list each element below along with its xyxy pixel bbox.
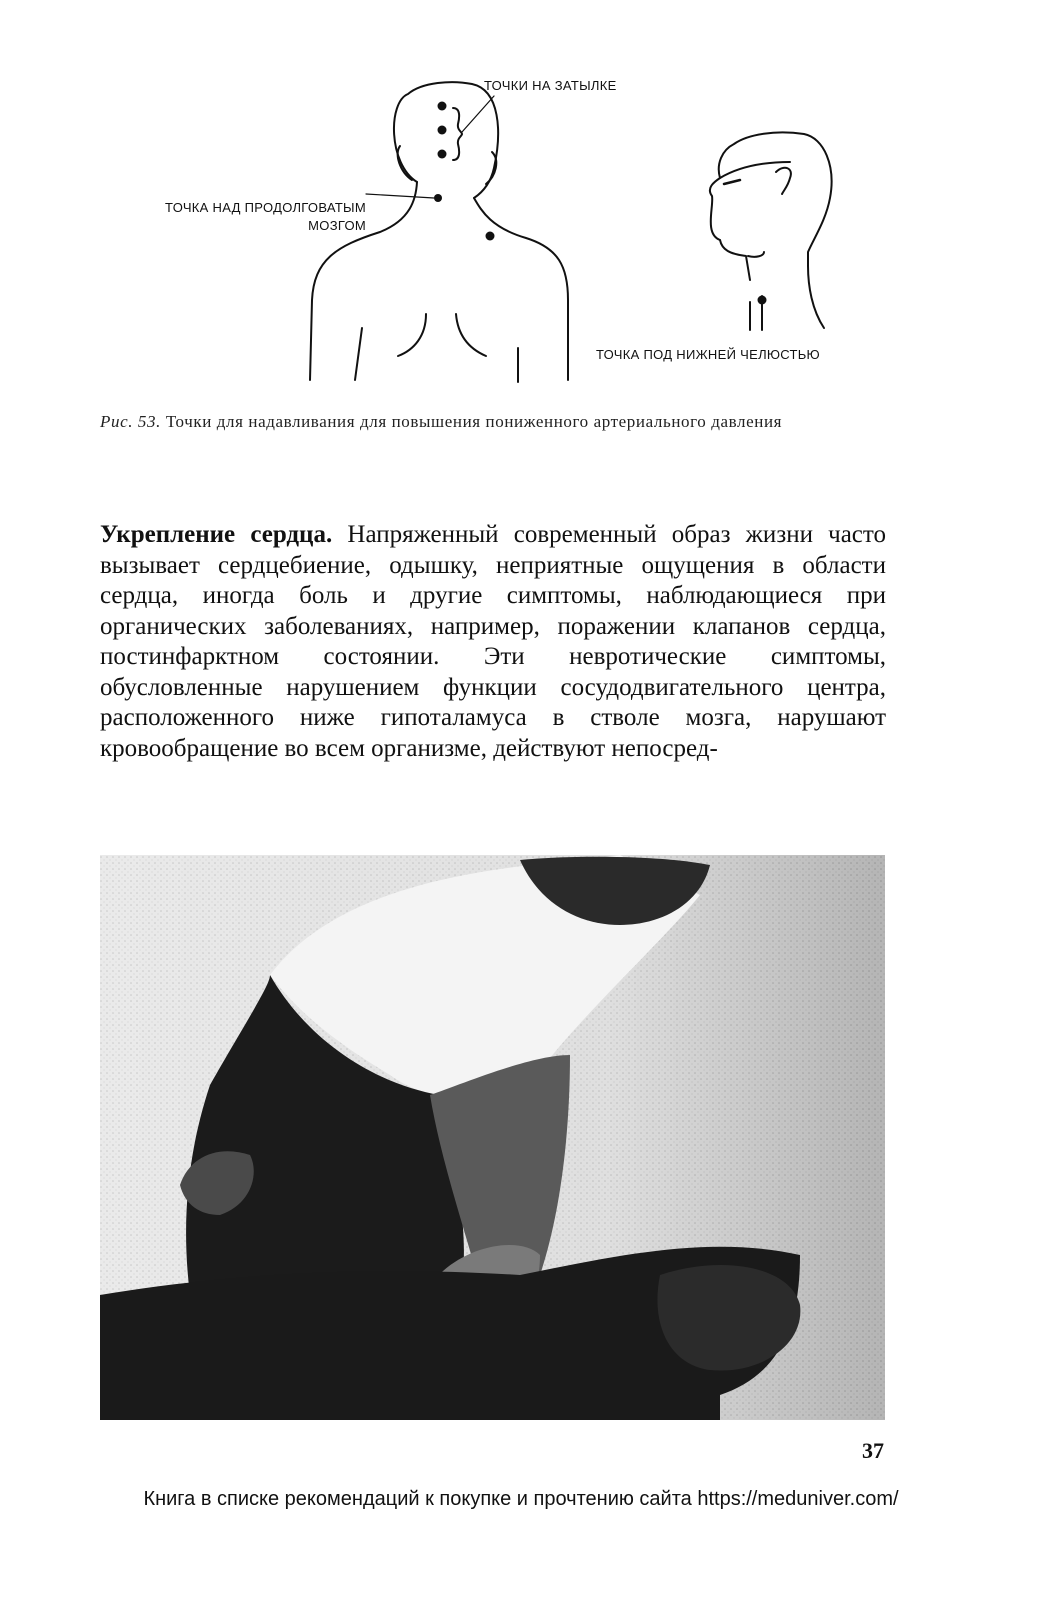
caption-text: Точки для надавливания для повышения пониженного артериального давления [165, 412, 783, 431]
figure-53-diagram [100, 60, 960, 400]
figure-ref: Рис. 53. [100, 412, 161, 431]
occiput-point-3 [438, 150, 447, 159]
side-face-profile [720, 240, 750, 280]
massage-photo-drawing [100, 855, 885, 1420]
footer-note: Книга в списке рекомендаций к покупке и прочтению сайта https://meduniver.com/ [143, 1488, 899, 1510]
label-medulla-line1: ТОЧКА НАД ПРОДОЛГОВАТЫМ [165, 200, 366, 215]
occiput-point-1 [438, 102, 447, 111]
label-medulla-line2: МОЗГОМ [308, 218, 366, 233]
massage-photo [100, 855, 885, 1420]
body-text: Напряженный современный образ жизни часто вызывает сердцебиение, одышку, неприятные ощущения в области сердца, иногда боль и другие симптомы, наблюдающиеся при органических заболеваниях, например, поражении клапанов сердца, постинфарктном состоянии. Эти невротические симптомы, обусловленные нарушением функции сосудодвигательного центра, расположенного ниже гипоталамуса в стволе мозга, нарушают кровообращение во всем организме, действуют непосред- [100, 521, 886, 762]
back-head-outline [394, 82, 498, 198]
occiput-leader-line [462, 96, 494, 132]
shoulder-point [486, 232, 495, 241]
side-eye [724, 180, 740, 184]
occiput-point-2 [438, 126, 447, 135]
back-neck-right [474, 198, 568, 380]
side-jaw-line [748, 252, 764, 257]
side-neck-back [808, 266, 824, 328]
back-arm-line-left [355, 328, 362, 380]
label-jaw-point: ТОЧКА ПОД НИЖНЕЙ ЧЕЛЮСТЬЮ [596, 347, 820, 362]
figure-caption [100, 410, 890, 434]
side-ear [776, 168, 791, 194]
back-scapula-left [398, 314, 426, 356]
side-head-outline [710, 132, 832, 266]
back-scapula-right [456, 314, 486, 356]
body-paragraph [100, 520, 886, 764]
jaw-point [758, 296, 767, 305]
section-heading: Укрепление сердца. [100, 521, 333, 548]
medulla-leader-line [366, 194, 434, 198]
label-occiput-points: ТОЧКИ НА ЗАТЫЛКЕ [484, 78, 617, 93]
page-number: 37 [862, 1438, 884, 1463]
medulla-point [434, 194, 442, 202]
occiput-bracket [453, 108, 462, 160]
